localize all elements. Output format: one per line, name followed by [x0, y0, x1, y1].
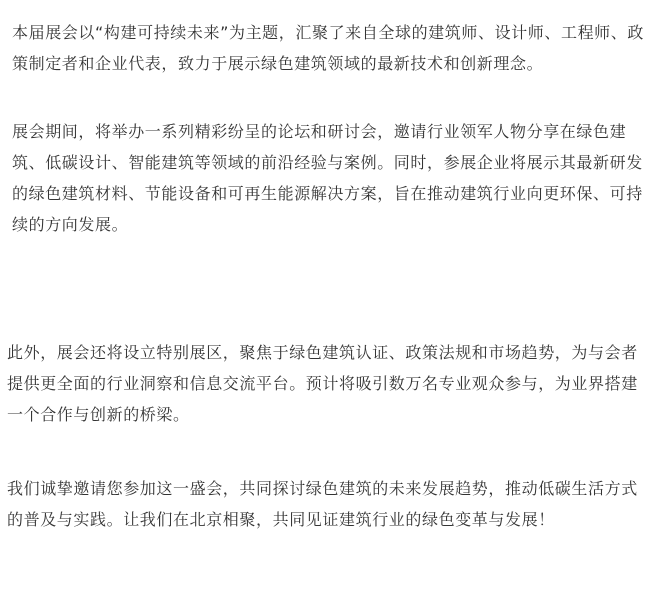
paragraph-theme: 本届展会以“构建可持续未来”为主题，汇聚了来自全球的建筑师、设计师、工程师、政策制定者和企业代表，致力于展示绿色建筑领域的最新技术和创新理念。 [12, 23, 644, 73]
paragraph-forums: 展会期间，将举办一系列精彩纷呈的论坛和研讨会，邀请行业领军人物分享在绿色建筑、低碳设计、智能建筑等领域的前沿经验与案例。同时，参展企业将展示其最新研发的绿色建筑材料、节能设备和可再生能源解决方案，旨在推动建筑行业向更环保、可持续的方向发展。 [12, 122, 643, 234]
paragraph-invitation: 我们诚挚邀请您参加这一盛会，共同探讨绿色建筑的未来发展趋势，推动低碳生活方式的普及与实践。让我们在北京相聚，共同见证建筑行业的绿色变革与发展！ [7, 479, 638, 529]
paragraph-special-zone: 此外，展会还将设立特别展区，聚焦于绿色建筑认证、政策法规和市场趋势，为与会者提供更全面的行业洞察和信息交流平台。预计将吸引数万名专业观众参与，为业界搭建一个合作与创新的桥梁。 [7, 343, 638, 424]
